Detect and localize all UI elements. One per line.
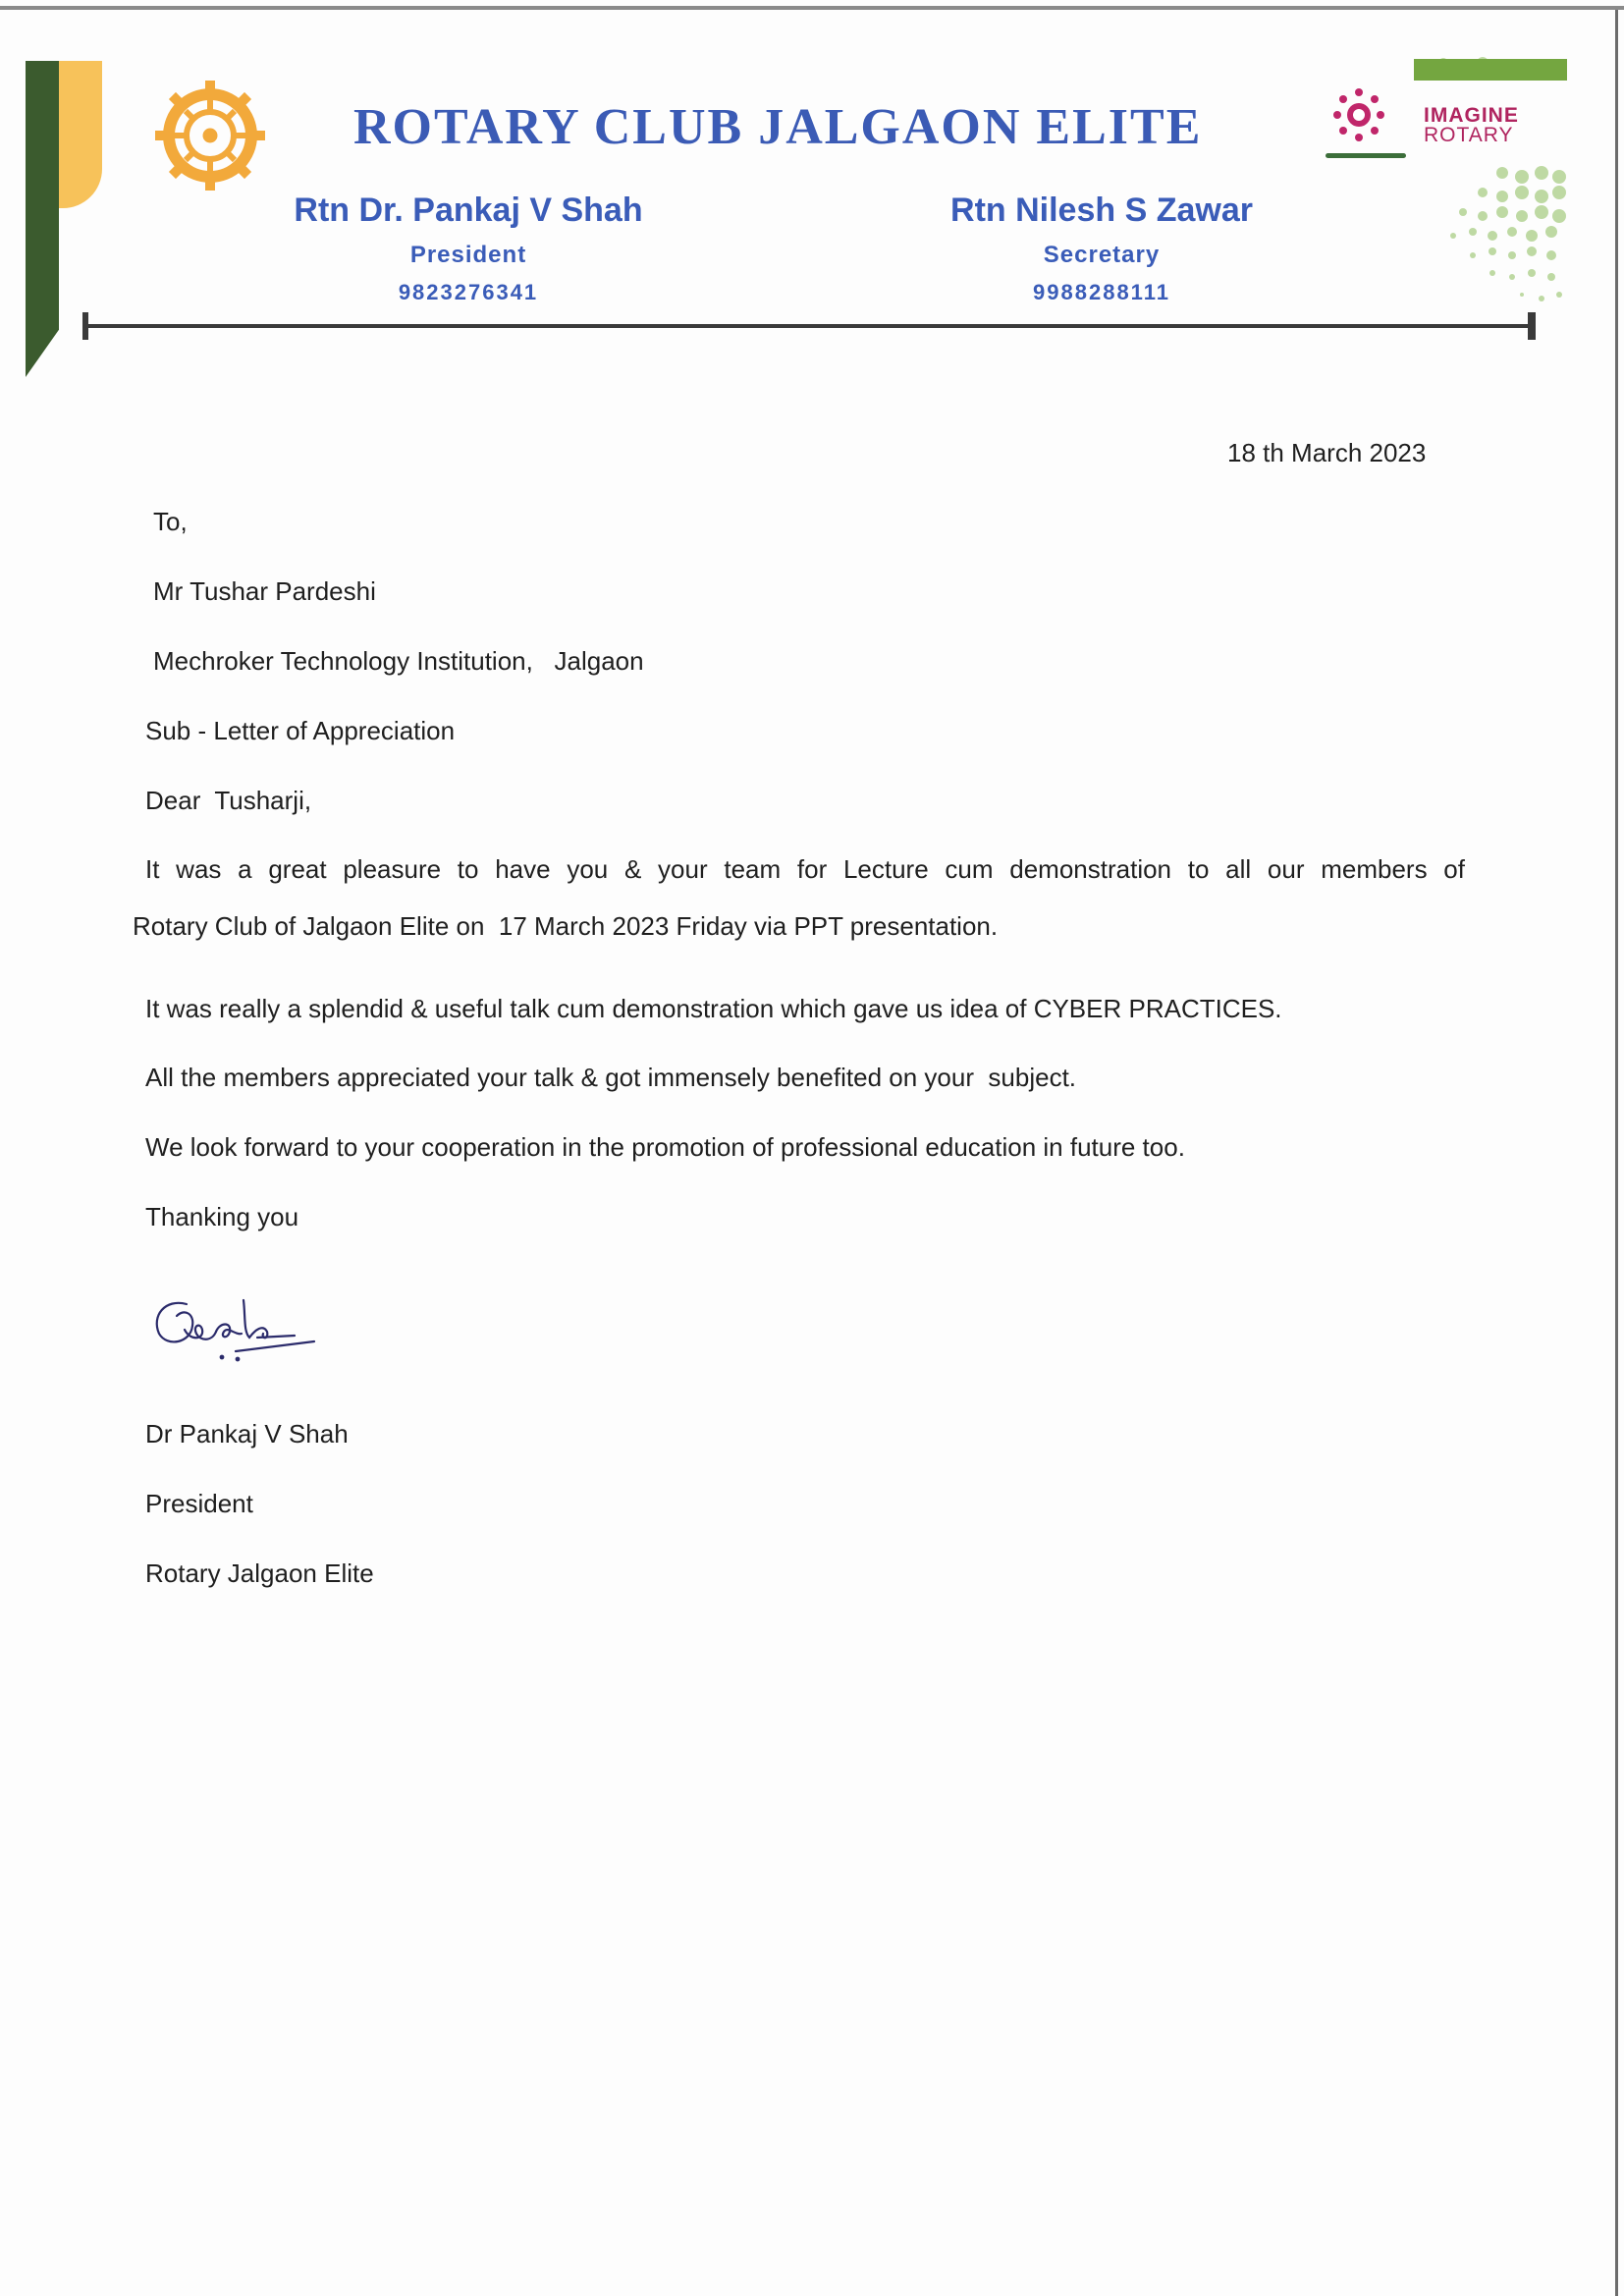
paragraph-4: We look forward to your cooperation in the promotion of professional education in future too.: [145, 1132, 1185, 1162]
president-phone: 9823276341: [398, 280, 539, 304]
letter-date: 18 th March 2023: [1227, 438, 1427, 467]
president-block: [226, 191, 711, 305]
secretary-phone: 9988288111: [1033, 280, 1170, 304]
club-name-title: ROTARY CLUB JALGAON ELITE: [353, 99, 1203, 155]
salutation-to: To,: [153, 507, 188, 536]
signatory-org: Rotary Jalgaon Elite: [145, 1558, 374, 1588]
imagine-logo-line1: IMAGINE: [1424, 104, 1519, 127]
handwritten-signature: [147, 1286, 324, 1375]
scan-edge-top: [0, 6, 1624, 10]
secretary-name: Rtn Nilesh S Zawar: [950, 191, 1253, 229]
letterhead-divider: [82, 324, 1534, 328]
green-band-decoration: [1414, 59, 1567, 81]
imagine-rotary-icon: [1329, 86, 1388, 143]
paragraph-1-line-2: Rotary Club of Jalgaon Elite on 17 March 2023 Friday via PPT presentation.: [133, 911, 999, 941]
divider-cap-left: [82, 312, 88, 340]
divider-cap-right: [1528, 312, 1536, 340]
paragraph-2: It was really a splendid & useful talk cum demonstration which gave us idea of CYBER PRACTICES.: [145, 994, 1282, 1023]
president-name: Rtn Dr. Pankaj V Shah: [294, 191, 643, 229]
letter-subject: Sub - Letter of Appreciation: [145, 716, 456, 745]
secretary-role: Secretary: [1043, 242, 1161, 268]
president-role: President: [409, 242, 527, 268]
imagine-logo-underline: [1326, 153, 1406, 158]
letter-greeting: Dear Tusharji,: [145, 786, 312, 815]
secretary-block: [886, 191, 1318, 305]
paragraph-1-line-1: It was a great pleasure to have you & your team for Lecture cum demonstration to all our members of: [145, 854, 1465, 884]
paragraph-3: All the members appreciated your talk & got immensely benefited on your subject.: [145, 1063, 1077, 1092]
letterhead-green-accent: [26, 61, 59, 377]
signatory-name: Dr Pankaj V Shah: [145, 1419, 349, 1449]
recipient-name: Mr Tushar Pardeshi: [153, 576, 376, 606]
rotary-wheel-icon: [134, 77, 287, 194]
letter-closing: Thanking you: [145, 1202, 299, 1231]
scan-edge-right: [1615, 10, 1618, 2296]
recipient-org: Mechroker Technology Institution, Jalgaon: [153, 646, 644, 676]
signatory-title: President: [145, 1489, 253, 1518]
imagine-logo-line2: ROTARY: [1424, 124, 1514, 146]
